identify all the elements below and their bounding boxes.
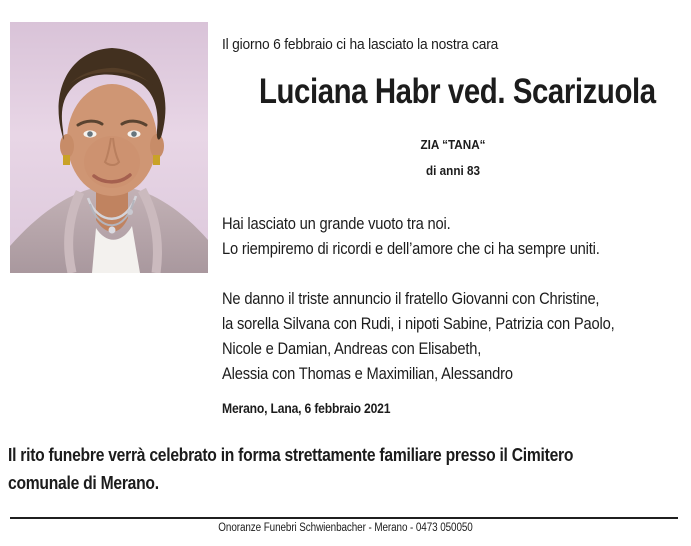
family-line: Ne danno il triste annuncio il fratello Giovanni con Christine, (222, 290, 600, 308)
place-date-line: Merano, Lana, 6 febbraio 2021 (222, 401, 391, 416)
family-line: Alessia con Thomas e Maximilian, Alessandro (222, 365, 513, 383)
family-line: la sorella Silvana con Rudi, i nipoti Sabine, Patrizia con Paolo, (222, 315, 615, 333)
intro-line: Il giorno 6 febbraio ci ha lasciato la nostra cara (222, 36, 499, 53)
funeral-notice (8, 441, 600, 497)
portrait-illustration (10, 22, 208, 273)
family-line: Nicole e Damian, Andreas con Elisabeth, (222, 340, 482, 358)
funeral-home-footer: Onoranze Funebri Schwienbacher - Merano - 0473 050050 (218, 522, 473, 534)
deceased-name: Luciana Habr ved. Scarizuola (258, 72, 656, 111)
tribute-line: Hai lasciato un grande vuoto tra noi. (222, 215, 451, 233)
family-announcement-paragraph (222, 287, 633, 387)
nickname-line: ZIA “TANA“ (420, 137, 486, 152)
footer-divider (10, 517, 678, 519)
age-line: di anni 83 (426, 163, 480, 178)
portrait-photo (10, 22, 208, 273)
tribute-line: Lo riempiremo di ricordi e dell’amore che ci ha sempre uniti. (222, 240, 600, 258)
funeral-line: comunale di Merano. (8, 473, 159, 493)
tribute-paragraph (222, 212, 633, 262)
funeral-line: Il rito funebre verrà celebrato in forma strettamente familiare presso il Cimitero (8, 445, 574, 465)
